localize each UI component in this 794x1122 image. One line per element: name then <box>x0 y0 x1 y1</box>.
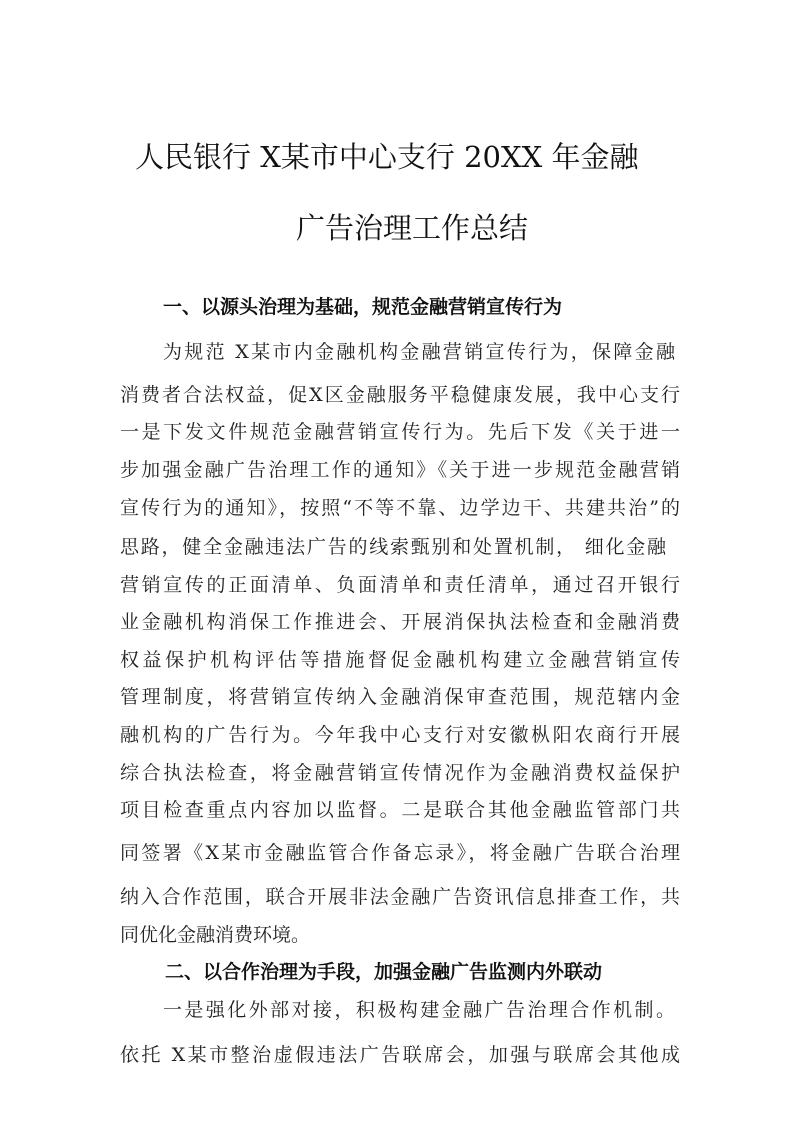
paragraph-line: 宣传行为的通知》，按照“不等不靠、边学边干、共建共治”的 <box>120 497 680 519</box>
paragraph-line: 依托 X某市整治虚假违法广告联席会，加强与联席会其他成 <box>120 1044 680 1066</box>
paragraph-line: 融机构的广告行为。今年我中心支行对安徽枞阳农商行开展 <box>120 724 680 746</box>
paragraph-line: 一是强化外部对接，积极构建金融广告治理合作机制。 <box>163 999 675 1021</box>
paragraph-line: 思路，健全金融违法广告的线索甄别和处置机制， 细化金融 <box>120 536 666 558</box>
paragraph-line: 权益保护机构评估等措施督促金融机构建立金融营销宣传 <box>120 649 680 671</box>
section-2-heading: 二、以合作治理为手段，加强金融广告监测内外联动 <box>165 961 603 983</box>
title-line-1: 人民银行 X某市中心支行 20XX 年金融 <box>135 140 639 174</box>
paragraph-line: 管理制度，将营销宣传纳入金融消保审查范围，规范辖内金 <box>120 686 680 708</box>
paragraph-line: 为规范 X某市内金融机构金融营销宣传行为，保障金融 <box>163 341 675 363</box>
paragraph-line: 营销宣传的正面清单、负面清单和责任清单，通过召开银行 <box>120 574 680 596</box>
paragraph-line: 纳入合作范围，联合开展非法金融广告资讯信息排查工作，共 <box>120 886 680 908</box>
paragraph-line: 综合执法检查，将金融营销宣传情况作为金融消费权益保护 <box>120 762 680 784</box>
paragraph-line: 同签署《X某市金融监管合作备忘录》，将金融广告联合治理 <box>120 842 680 864</box>
section-1-heading: 一、以源头治理为基础，规范金融营销宣传行为 <box>163 296 563 318</box>
paragraph-line: 项目检查重点内容加以监督。二是联合其他金融监管部门共 <box>120 799 680 821</box>
paragraph-line: 消费者合法权益，促X区金融服务平稳健康发展，我中心支行 <box>120 384 680 406</box>
paragraph-line: 步加强金融广告治理工作的通知》《关于进一步规范金融营销 <box>120 459 680 481</box>
title-line-2: 广告治理工作总结 <box>296 211 529 245</box>
paragraph-line: 一是下发文件规范金融营销宣传行为。先后下发《关于进一 <box>120 421 680 443</box>
paragraph-line: 业金融机构消保工作推进会、开展消保执法检查和金融消费 <box>120 611 680 633</box>
paragraph-line: 同优化金融消费环境。 <box>120 924 311 946</box>
